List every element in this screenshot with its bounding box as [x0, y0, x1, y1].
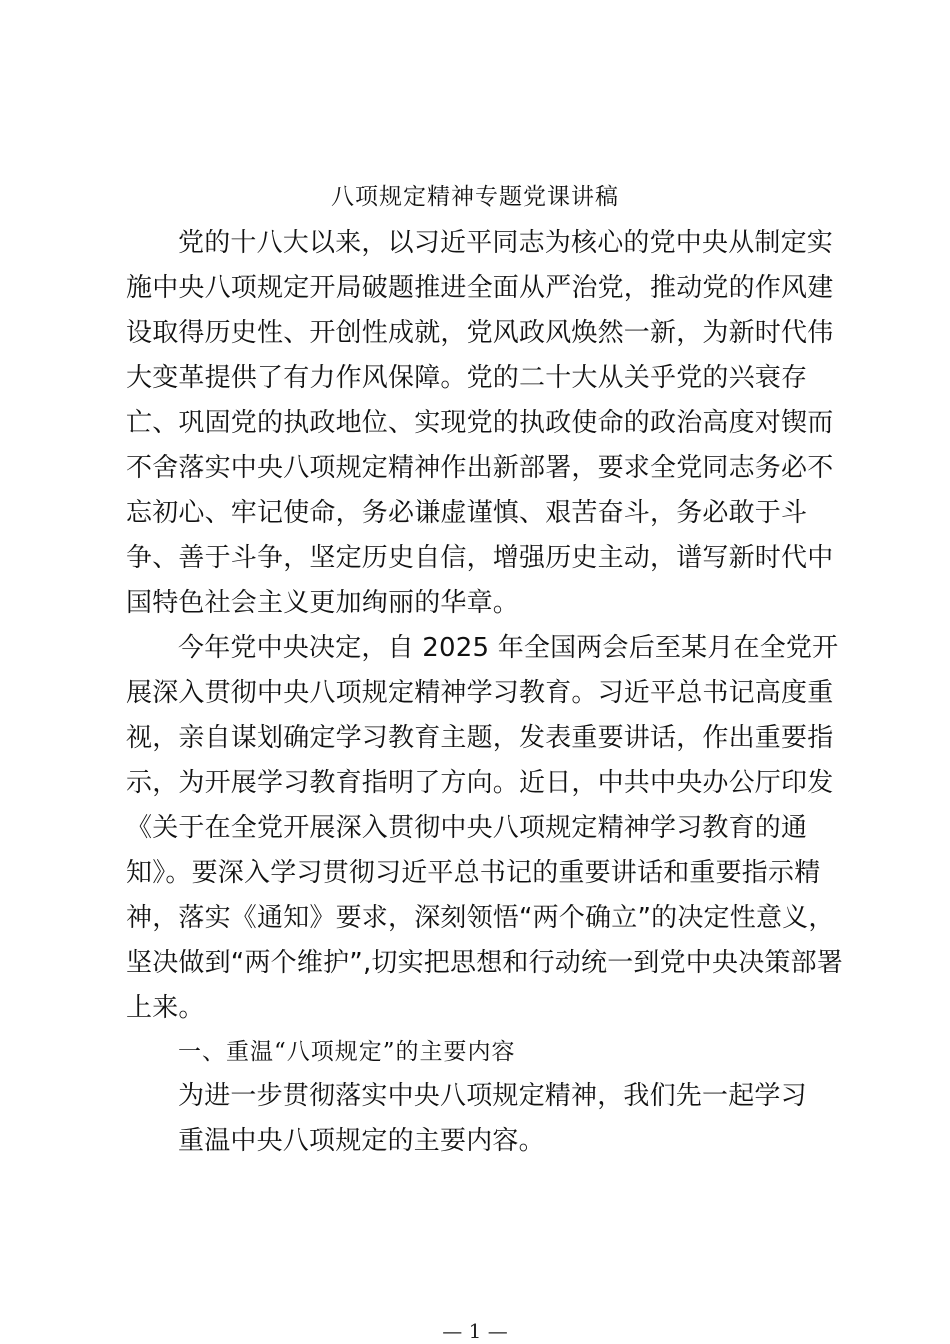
document-title: 八项规定精神专题党课讲稿: [331, 184, 619, 210]
paragraph-2-line-8: 坚决做到“两个维护”,切实把思想和行动统一到党中央决策部署: [126, 948, 844, 978]
section-heading: 一、重温“八项规定”的主要内容: [178, 1039, 516, 1065]
paragraph-2-line-7: 神，落实《通知》要求，深刻领悟“两个确立”的决定性意义，: [126, 903, 835, 933]
paragraph-1-line-2: 施中央八项规定开局破题推进全面从严治党，推动党的作风建: [126, 273, 834, 303]
paragraph-2-line-6: 知》。要深入学习贯彻习近平总书记的重要讲话和重要指示精: [126, 858, 821, 888]
page-number: — 1 —: [442, 1319, 508, 1343]
paragraph-2-line-3: 视，亲自谋划确定学习教育主题，发表重要讲话，作出重要指: [126, 723, 834, 753]
paragraph-2-line-1: 今年党中央决定，自 2025 年全国两会后至某月在全党开: [178, 633, 839, 663]
paragraph-1-line-9: 国特色社会主义更加绚丽的华章。: [126, 588, 520, 618]
paragraph-3-line-2: 重温中央八项规定的主要内容。: [178, 1126, 545, 1156]
paragraph-1-line-1: 党的十八大以来，以习近平同志为核心的党中央从制定实: [178, 228, 834, 258]
paragraph-2-line-4: 示，为开展学习教育指明了方向。近日，中共中央办公厅印发: [126, 768, 834, 798]
paragraph-1-line-3: 设取得历史性、开创性成就，党风政风焕然一新，为新时代伟: [126, 318, 834, 348]
paragraph-2-line-5: 《关于在全党开展深入贯彻中央八项规定精神学习教育的通: [126, 813, 808, 843]
paragraph-2-line-2: 展深入贯彻中央八项规定精神学习教育。习近平总书记高度重: [126, 678, 834, 708]
paragraph-2-line-9: 上来。: [126, 993, 205, 1023]
paragraph-1-line-6: 不舍落实中央八项规定精神作出新部署，要求全党同志务必不: [126, 453, 834, 483]
paragraph-3-line-1: 为进一步贯彻落实中央八项规定精神，我们先一起学习: [178, 1081, 807, 1111]
paragraph-1-line-8: 争、善于斗争，坚定历史自信，增强历史主动，谱写新时代中: [126, 543, 834, 573]
paragraph-1-line-5: 亡、巩固党的执政地位、实现党的执政使命的政治高度对锲而: [126, 408, 834, 438]
paragraph-1-line-7: 忘初心、牢记使命，务必谦虚谨慎、艰苦奋斗，务必敢于斗: [126, 498, 808, 528]
paragraph-1-line-4: 大变革提供了有力作风保障。党的二十大从关乎党的兴衰存: [126, 363, 808, 393]
